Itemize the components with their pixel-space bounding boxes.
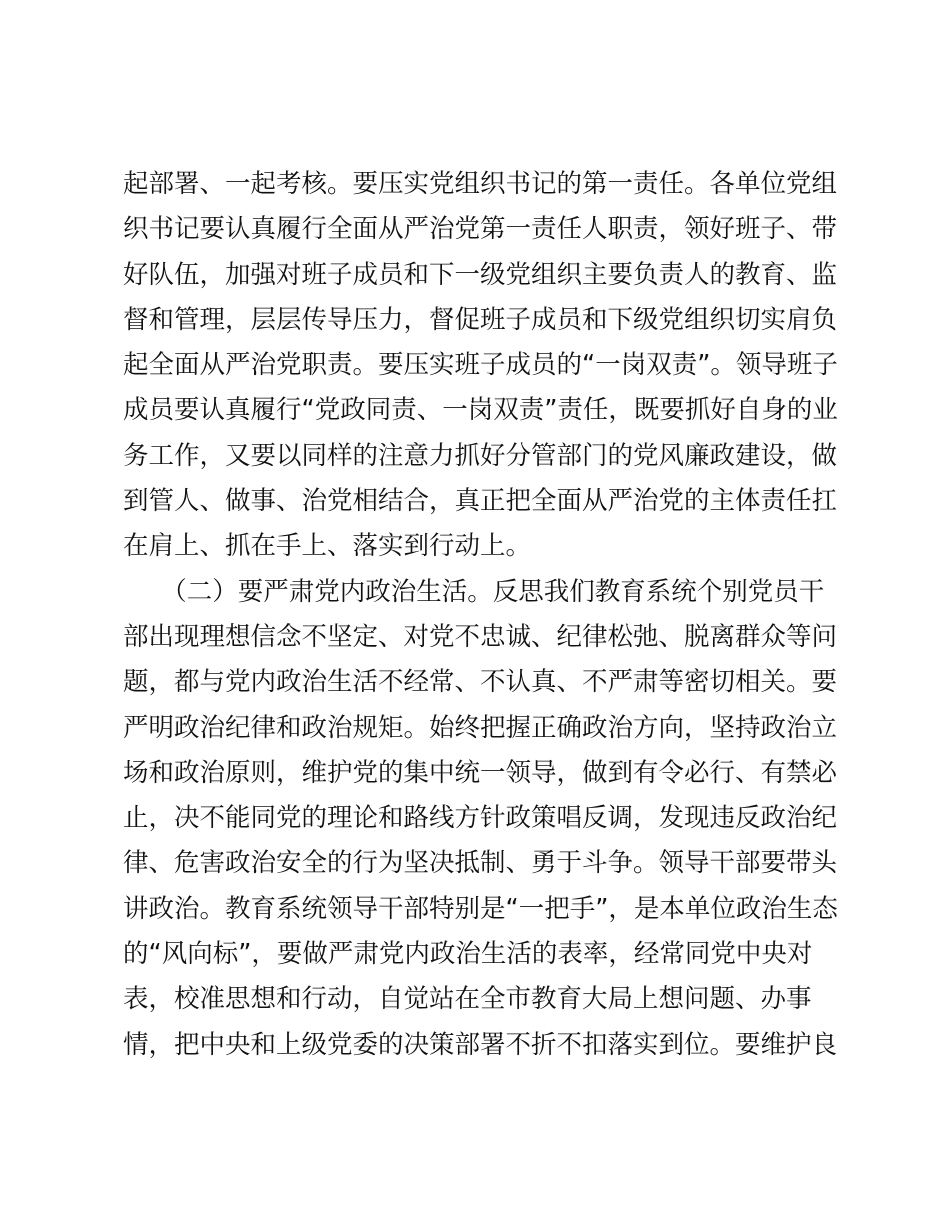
text-line: 在肩上、抓在手上、落实到行动上。 <box>123 531 532 562</box>
text-line: 讲政治。教育系统领导干部特别是“一把手”，是本单位政治生态 <box>123 893 838 924</box>
text-line: 严明政治纪律和政治规矩。始终把握正确政治方向，坚持政治立 <box>123 712 838 743</box>
text-line: 起部署、一起考核。要压实党组织书记的第一责任。各单位党组 <box>123 169 838 199</box>
text-line: 的“风向标”，要做严肃党内政治生活的表率，经常同党中央对 <box>123 939 813 970</box>
text-line: 督和管理，层层传导压力，督促班子成员和下级党组织切实肩负 <box>123 304 838 335</box>
text-line: 织书记要认真履行全面从严治党第一责任人职责，领好班子、带 <box>123 214 838 245</box>
text-line: 表，校准思想和行动，自觉站在全市教育大局上想问题、办事 <box>123 984 812 1015</box>
text-line: 题，都与党内政治生活不经常、不认真、不严肃等密切相关。要 <box>123 667 838 698</box>
body-text <box>123 162 838 1068</box>
text-line: 场和政治原则，维护党的集中统一领导，做到有令必行、有禁必 <box>123 757 838 788</box>
text-line: 情，把中央和上级党委的决策部署不折不扣落实到位。要维护良 <box>123 1029 838 1060</box>
text-line: （二）要严肃党内政治生活。反思我们教育系统个别党员干 <box>123 576 825 607</box>
text-line: 到管人、做事、治党相结合，真正把全面从严治党的主体责任扛 <box>123 486 838 517</box>
text-line: 起全面从严治党职责。要压实班子成员的“一岗双责”。领导班子 <box>123 350 838 381</box>
text-line: 成员要认真履行“党政同责、一岗双责”责任，既要抓好自身的业 <box>123 395 838 426</box>
text-line: 部出现理想信念不坚定、对党不忠诚、纪律松弛、脱离群众等问 <box>123 621 838 652</box>
text-line: 好队伍，加强对班子成员和下一级党组织主要负责人的教育、监 <box>123 259 838 290</box>
text-line: 律、危害政治安全的行为坚决抵制、勇于斗争。领导干部要带头 <box>123 848 838 879</box>
text-line: 务工作，又要以同样的注意力抓好分管部门的党风廉政建设，做 <box>123 440 838 471</box>
text-line: 止，决不能同党的理论和路线方针政策唱反调，发现违反政治纪 <box>123 803 838 834</box>
